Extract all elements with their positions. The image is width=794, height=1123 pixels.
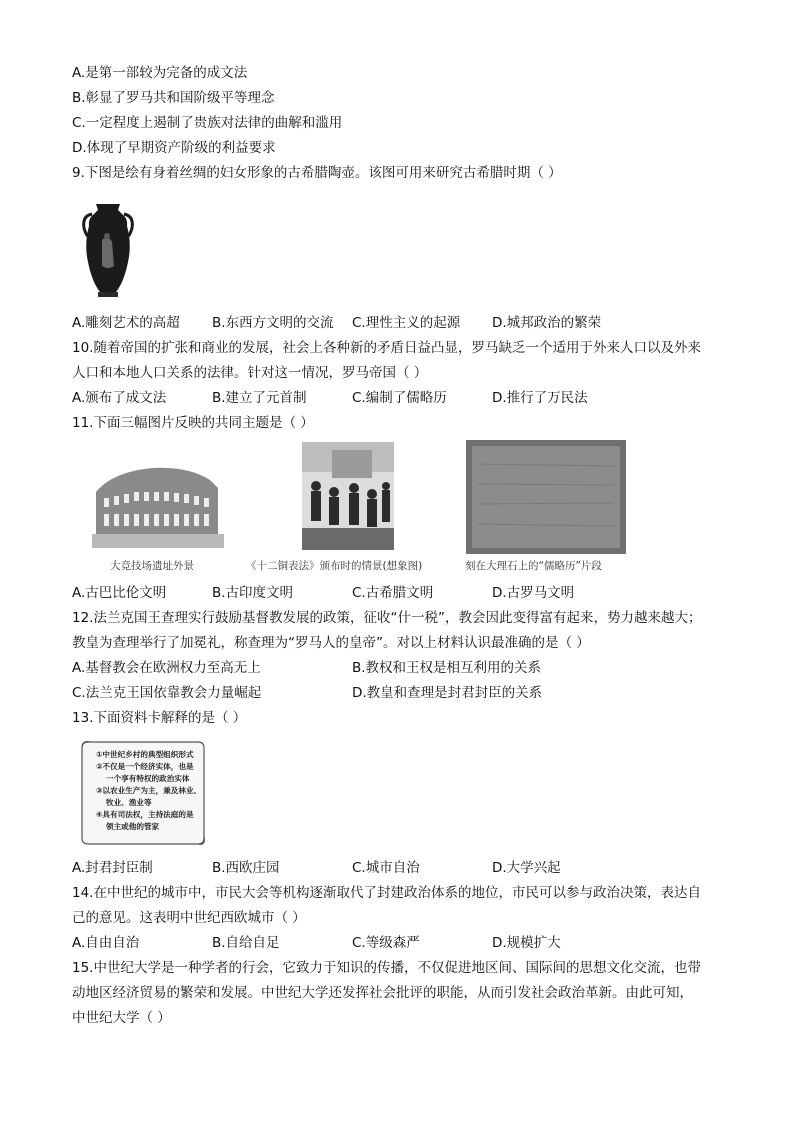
card-line-5: 牧业、渔业等 bbox=[106, 798, 152, 807]
q12-option-a: A.基督教会在欧洲权力至高无上 bbox=[72, 660, 261, 676]
manor-data-card bbox=[80, 738, 206, 846]
q14-stem-line1: 14.在中世纪的城市中，市民大会等机构逐渐取代了封建政治体系的地位，市民可以参与政治决策，表达自 bbox=[72, 885, 701, 901]
q9-stem: 9.下图是绘有身着丝绸的妇女形象的古希腊陶壶。该图可用来研究古希腊时期（ ） bbox=[72, 165, 562, 181]
q12-option-d: D.教皇和查理是封君封臣的关系 bbox=[352, 685, 543, 701]
q10-option-d: D.推行了万民法 bbox=[492, 390, 588, 406]
card-line-6: ④具有司法权，主持法庭的是 bbox=[96, 810, 194, 819]
q11-stem: 11.下面三幅图片反映的共同主题是（ ） bbox=[72, 415, 314, 431]
card-line-4: ③以农业生产为主，兼及林业、 bbox=[96, 786, 202, 795]
q9-option-d: D.城邦政治的繁荣 bbox=[492, 315, 602, 331]
q8-option-a: A.是第一部较为完备的成文法 bbox=[72, 65, 248, 81]
q8-option-c: C.一定程度上遏制了贵族对法律的曲解和滥用 bbox=[72, 115, 343, 131]
q10-stem-line1: 10.随着帝国的扩张和商业的发展，社会上各种新的矛盾日益凸显，罗马缺乏一个适用于外来人口以及外来 bbox=[72, 340, 701, 356]
q11-option-c: C.古希腊文明 bbox=[352, 585, 434, 601]
card-line-3: 一个享有特权的政治实体 bbox=[106, 774, 190, 783]
q9-option-a: A.雕刻艺术的高超 bbox=[72, 315, 180, 331]
twelve-tables-image bbox=[302, 442, 394, 550]
q15-stem-line2: 动地区经济贸易的繁荣和发展。中世纪大学还发挥社会批评的职能，从而引发社会政治革新。由此可知， bbox=[72, 985, 693, 1001]
colosseum-caption: 大竞技场遗址外景 bbox=[110, 560, 194, 572]
q14-option-b: B.自给自足 bbox=[212, 935, 280, 951]
q9-option-b: B.东西方文明的交流 bbox=[212, 315, 334, 331]
twelve-tables-caption: 《十二铜表法》颁布时的情景(想象图) bbox=[246, 560, 423, 572]
greek-vase-image bbox=[78, 200, 138, 300]
q14-option-a: A.自由自治 bbox=[72, 935, 140, 951]
q13-option-b: B.西欧庄园 bbox=[212, 860, 280, 876]
q9-option-c: C.理性主义的起源 bbox=[352, 315, 461, 331]
card-line-2: ②不仅是一个经济实体，也是 bbox=[96, 762, 194, 771]
q11-option-a: A.古巴比伦文明 bbox=[72, 585, 167, 601]
q14-option-d: D.规模扩大 bbox=[492, 935, 561, 951]
q12-option-c: C.法兰克王国依靠教会力量崛起 bbox=[72, 685, 262, 701]
q14-stem-line2: 己的意见。这表明中世纪西欧城市（ ） bbox=[72, 910, 306, 926]
q13-stem: 13.下面资料卡解释的是（ ） bbox=[72, 710, 247, 726]
q11-option-b: B.古印度文明 bbox=[212, 585, 294, 601]
card-line-1: ①中世纪乡村的典型组织形式 bbox=[96, 750, 194, 759]
q15-stem-line3: 中世纪大学（ ） bbox=[72, 1010, 171, 1026]
q10-option-b: B.建立了元首制 bbox=[212, 390, 307, 406]
q12-stem-line1: 12.法兰克国王查理实行鼓励基督教发展的政策，征收“什一税”，教会因此变得富有起来，势力越来越大； bbox=[72, 610, 702, 626]
q15-stem-line1: 15.中世纪大学是一种学者的行会，它致力于知识的传播，不仅促进地区间、国际间的思想文化交流，也带 bbox=[72, 960, 701, 976]
julian-calendar-caption: 刻在大理石上的“儒略历”片段 bbox=[465, 560, 602, 572]
colosseum-image bbox=[92, 462, 224, 548]
q12-stem-line2: 教皇为查理举行了加冕礼，称查理为“罗马人的皇帝”。对以上材料认识最准确的是（ ） bbox=[72, 635, 590, 651]
q13-option-a: A.封君封臣制 bbox=[72, 860, 153, 876]
q10-option-c: C.编制了儒略历 bbox=[352, 390, 447, 406]
q10-stem-line2: 人口和本地人口关系的法律。针对这一情况，罗马帝国（ ） bbox=[72, 365, 428, 381]
julian-calendar-image bbox=[466, 440, 626, 554]
q10-option-a: A.颁布了成文法 bbox=[72, 390, 167, 406]
card-line-7: 领主或他的管家 bbox=[106, 822, 160, 831]
q14-option-c: C.等级森严 bbox=[352, 935, 420, 951]
q8-option-d: D.体现了早期资产阶级的利益要求 bbox=[72, 140, 276, 156]
q13-option-d: D.大学兴起 bbox=[492, 860, 561, 876]
q13-option-c: C.城市自治 bbox=[352, 860, 420, 876]
q11-option-d: D.古罗马文明 bbox=[492, 585, 575, 601]
q12-option-b: B.教权和王权是相互利用的关系 bbox=[352, 660, 542, 676]
q8-option-b: B.彰显了罗马共和国阶级平等理念 bbox=[72, 90, 275, 106]
